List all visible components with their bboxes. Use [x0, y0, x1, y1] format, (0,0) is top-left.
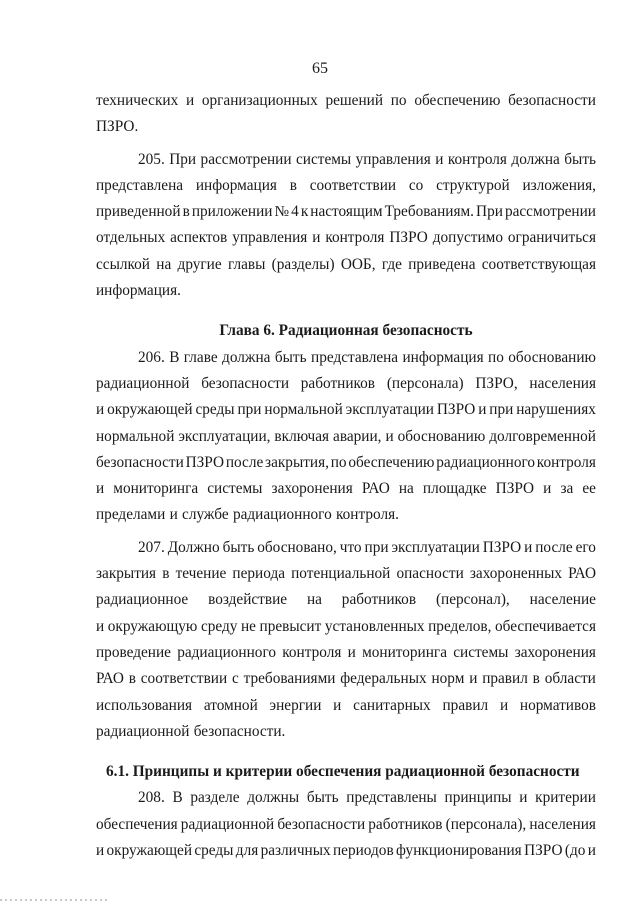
- text-line: радиационной безопасности работников (персонала) ПЗРО, населения: [96, 374, 596, 392]
- chapter-heading: Глава 6. Радиационная безопасность: [219, 322, 473, 340]
- text-line: информация.: [96, 282, 181, 300]
- section-heading: 6.1. Принципы и критерии обеспечения радиационной безопасности: [106, 763, 580, 781]
- paragraph-208: [96, 785, 596, 864]
- text-line: радиационной безопасности.: [96, 722, 286, 740]
- paragraph-continuation: [96, 88, 596, 141]
- text-line: безопасности ПЗРО после закрытия, по обеспечению радиационного контроля: [96, 453, 596, 471]
- document-body: [96, 88, 596, 864]
- text-line: и мониторинга системы захоронения РАО на площадке ПЗРО и за ее: [96, 480, 596, 498]
- text-line: нормальной эксплуатации, включая аварии, и обоснованию долговременной: [96, 427, 596, 445]
- page-number: 65: [312, 60, 328, 77]
- paragraph-206: [96, 345, 596, 529]
- text-line: 205. При рассмотрении системы управления и контроля должна быть: [138, 150, 596, 168]
- text-line: отдельных аспектов управления и контроля ПЗРО допустимо ограничиться: [96, 229, 596, 247]
- text-line: и окружающую среду не превысит установленных пределов, обеспечивается: [96, 617, 596, 635]
- text-line: 206. В главе должна быть представлена информация по обоснованию: [138, 348, 596, 366]
- text-line: технических и организационных решений по обеспечению безопасности: [96, 92, 596, 109]
- text-line: 208. В разделе должны быть представлены принципы и критерии: [138, 789, 596, 807]
- text-line: и окружающей среды для различных периодов функционирования ПЗРО (до и: [96, 842, 596, 860]
- text-line: закрытия в течение периода потенциальной опасности захороненных РАО: [96, 565, 596, 583]
- text-line: радиационное воздействие на работников (персонал), население: [96, 591, 596, 609]
- text-line: пределами и службе радиационного контроля.: [96, 506, 399, 524]
- scan-artifact: [0, 899, 110, 901]
- text-line: 207. Должно быть обосновано, что при эксплуатации ПЗРО и после его: [138, 538, 596, 556]
- text-line: обеспечения радиационной безопасности работников (персонала), населения: [96, 815, 596, 833]
- text-line: ссылкой на другие главы (разделы) ООБ, где приведена соответствующая: [96, 255, 596, 273]
- text-line: ПЗРО.: [96, 118, 139, 136]
- paragraph-207: [96, 535, 596, 745]
- text-line: представлена информация в соответствии со структурой изложения,: [96, 176, 596, 194]
- text-line: использования атомной энергии и санитарных правил и нормативов: [96, 696, 596, 714]
- text-line: и окружающей среды при нормальной эксплуатации ПЗРО и при нарушениях: [96, 401, 596, 419]
- paragraph-205: [96, 147, 596, 305]
- text-line: приведенной в приложении № 4 к настоящим Требованиям. При рассмотрении: [96, 203, 596, 221]
- text-line: проведение радиационного контроля и мониторинга системы захоронения: [96, 643, 596, 661]
- text-line: РАО в соответствии с требованиями федеральных норм и правил в области: [96, 670, 596, 688]
